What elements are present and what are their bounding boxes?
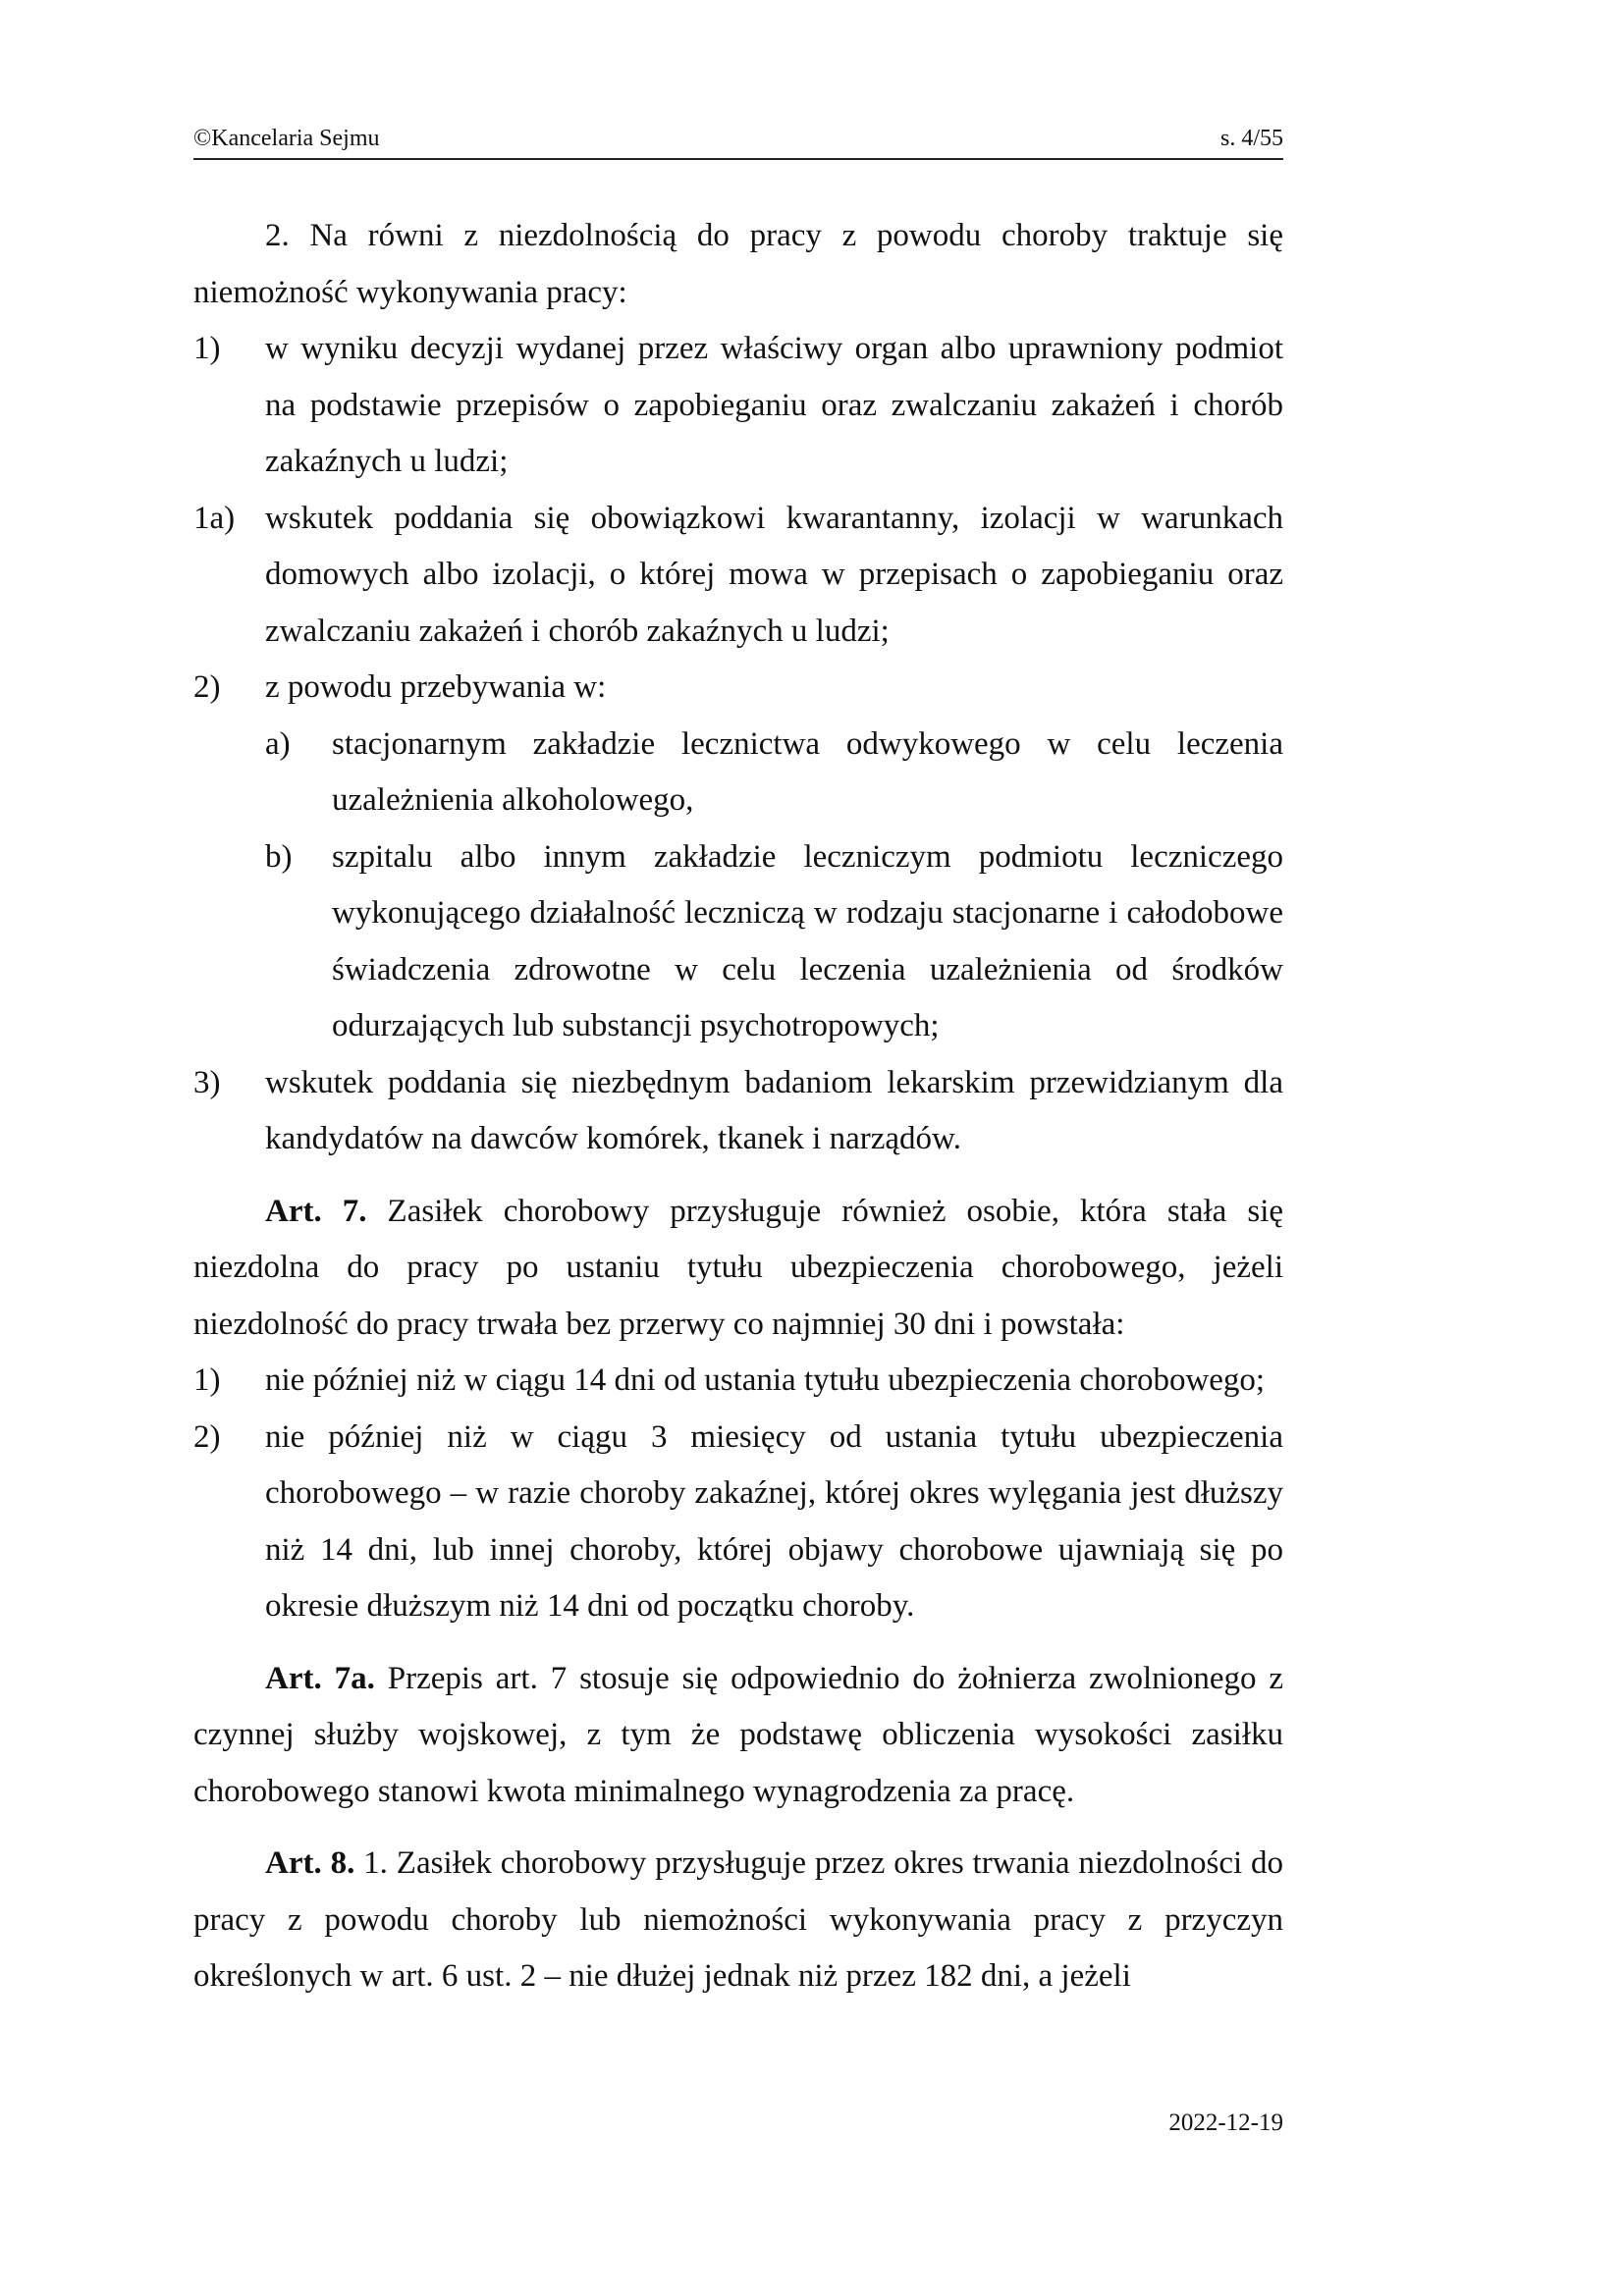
list-item-1 (193, 321, 1283, 491)
list-text: stacjonarnym zakładzie lecznictwa odwykowego w celu leczenia uzależnienia alkoholowego, (332, 725, 1283, 818)
article-label: Art. 7a. (265, 1660, 375, 1696)
document-body (193, 208, 1283, 2005)
paragraph-intro: 2. Na równi z niezdolnością do pracy z powodu choroby traktuje się niemożność wykonywania pracy: (193, 218, 1283, 310)
page-number: s. 4/55 (1219, 126, 1283, 151)
art7-item-2 (193, 1410, 1283, 1635)
article-7a (193, 1651, 1283, 1821)
list-number: 1) (193, 331, 221, 366)
article-text: Zasiłek chorobowy przysługuje również osobie, która stała się niezdolna do pracy po ustaniu tytułu ubezpieczenia chorobowego, jeżeli niezdolność do pracy trwała bez przerwy co najmniej 30 dni i powstała: (193, 1193, 1284, 1342)
list-item-3 (193, 1055, 1283, 1168)
list-text: w wyniku decyzji wydanej przez właściwy organ albo uprawniony podmiot na podstawie przepisów o zapobieganiu oraz zwalczaniu zakażeń i chorób zakaźnych u ludzi; (265, 331, 1283, 479)
list-letter: a) (265, 725, 291, 762)
list-text: szpitalu albo innym zakładzie leczniczym podmiotu leczniczego wykonującego działalność leczniczą w rodzaju stacjonarne i całodobowe świadczenia zdrowotne w celu leczenia uzależnienia od środków odurzających lub substancji psychotropowych; (332, 838, 1283, 1043)
sublist-item-b (265, 829, 1283, 1055)
list-number: 3) (193, 1064, 221, 1100)
article-text: Przepis art. 7 stosuje się odpowiednio do żołnierza zwolnionego z czynnej służby wojskowej, z tym że podstawę obliczenia wysokości zasiłku chorobowego stanowi kwota minimalnego wynagrodzenia za pracę. (193, 1660, 1284, 1809)
list-text: wskutek poddania się niezbędnym badaniom lekarskim przewidzianym dla kandydatów na dawców komórek, tkanek i narządów. (265, 1064, 1283, 1156)
list-item-2 (193, 660, 1283, 717)
page-footer-date: 2022-12-19 (1168, 2109, 1283, 2136)
list-number: 1) (193, 1362, 221, 1398)
list-text: wskutek poddania się obowiązkowi kwarantanny, izolacji w warunkach domowych albo izolacji, o której mowa w przepisach o zapobieganiu oraz zwalczaniu zakażeń i chorób zakaźnych u ludzi; (265, 500, 1283, 649)
list-number: 2) (193, 669, 221, 705)
article-8 (193, 1836, 1283, 2005)
list-text: nie później niż w ciągu 14 dni od ustania tytułu ubezpieczenia chorobowego; (265, 1362, 1266, 1398)
sublist-item-a (265, 717, 1283, 829)
article-label: Art. 8. (265, 1845, 355, 1881)
list-text: nie później niż w ciągu 3 miesięcy od ustania tytułu ubezpieczenia chorobowego – w razie choroby zakaźnej, której okres wylęgania jest dłuższy niż 14 dni, lub innej choroby, której objawy chorobowe ujawniają się po okresie dłuższym niż 14 dni od początku choroby. (265, 1418, 1283, 1624)
list-item-1a (193, 491, 1283, 661)
list-number: 2) (193, 1418, 221, 1455)
article-7 (193, 1184, 1283, 1354)
header-source: ©Kancelaria Sejmu (193, 126, 380, 151)
page-header (193, 125, 1283, 160)
list-text: z powodu przebywania w: (265, 669, 607, 705)
list-letter: b) (265, 838, 293, 875)
art7-item-1 (193, 1353, 1283, 1410)
list-number: 1a) (193, 500, 236, 536)
article-text: 1. Zasiłek chorobowy przysługuje przez okres trwania niezdolności do pracy z powodu choroby lub niemożności wykonywania pracy z przyczyn określonych w art. 6 ust. 2 – nie dłużej jednak niż przez 182 dni, a jeżeli (193, 1845, 1283, 1994)
article-label: Art. 7. (265, 1193, 367, 1229)
